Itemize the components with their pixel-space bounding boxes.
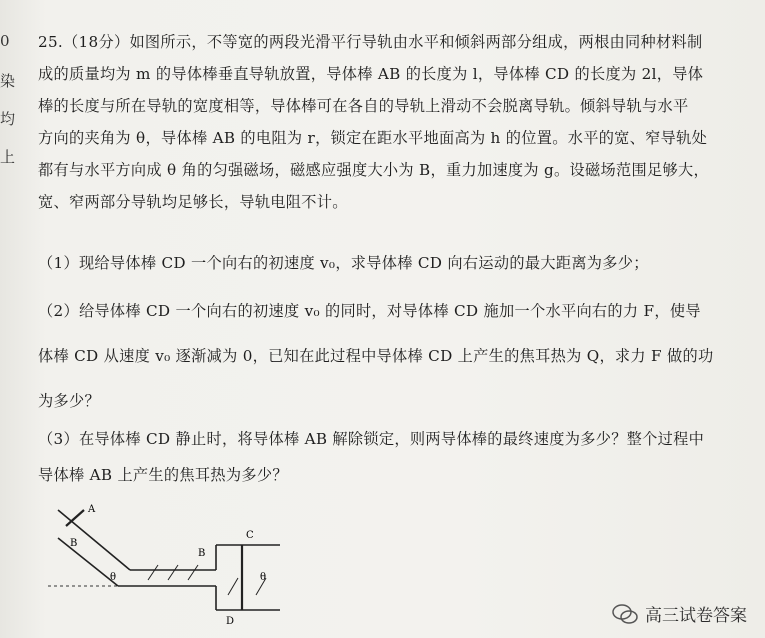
field-arrow bbox=[148, 565, 158, 580]
margin-char: 均 bbox=[0, 110, 16, 128]
question-3-line: 导体棒 AB 上产生的焦耳热为多少？ bbox=[38, 466, 288, 484]
wechat-icon bbox=[611, 603, 639, 625]
problem-line: 25.（18分）如图所示，不等宽的两段光滑平行导轨由水平和倾斜两部分组成，两根由同种材料制 bbox=[38, 33, 703, 51]
incline-rail-top bbox=[58, 510, 130, 570]
label-c: C bbox=[246, 530, 254, 541]
footer-text: 高三试卷答案 bbox=[645, 606, 747, 626]
field-arrow bbox=[228, 578, 238, 595]
label-theta: θ bbox=[110, 572, 117, 583]
question-3-line: （3）在导体棒 CD 静止时，将导体棒 AB 解除锁定，则两导体棒的最终速度为多少？整个过程中 bbox=[38, 430, 705, 448]
label-b2: B bbox=[198, 548, 206, 559]
incline-rail-bottom bbox=[58, 538, 118, 586]
question-2-line: 体棒 CD 从速度 v₀ 逐渐减为 0，已知在此过程中导体棒 CD 上产生的焦耳热为 Q，求力 F 做的功 bbox=[38, 347, 714, 365]
question-2-line: （2）给导体棒 CD 一个向右的初速度 v₀ 的同时，对导体棒 CD 施加一个水平向右的力 F，使导 bbox=[38, 302, 701, 320]
problem-line: 棒的长度与所在导轨的宽度相等，导体棒可在各自的导轨上滑动不会脱离导轨。倾斜导轨与水平 bbox=[38, 97, 689, 115]
margin-char: 染 bbox=[0, 72, 16, 90]
label-d: D bbox=[226, 616, 235, 627]
field-arrow bbox=[168, 565, 178, 580]
field-arrow bbox=[188, 565, 198, 580]
problem-line: 方向的夹角为 θ，导体棒 AB 的电阻为 r，锁定在距水平地面高为 h 的位置。水平的宽、窄导轨处 bbox=[38, 129, 708, 147]
left-margin-chars bbox=[0, 32, 14, 184]
footer-watermark bbox=[611, 601, 747, 626]
label-theta-2: θ bbox=[260, 572, 267, 583]
question-2-line: 为多少？ bbox=[38, 392, 100, 410]
problem-text bbox=[38, 26, 728, 218]
question-1: （1）现给导体棒 CD 一个向右的初速度 v₀，求导体棒 CD 向右运动的最大距离为多少； bbox=[38, 254, 649, 272]
problem-line: 都有与水平方向成 θ 角的匀强磁场，磁感应强度大小为 B，重力加速度为 g。设磁场范围足够大， bbox=[38, 161, 709, 179]
margin-char: 0 bbox=[0, 32, 10, 50]
label-a: A bbox=[88, 504, 96, 515]
label-b: B bbox=[70, 538, 78, 549]
problem-line: 成的质量均为 m 的导体棒垂直导轨放置，导体棒 AB 的长度为 l，导体棒 CD 的长度为 2l，导体 bbox=[38, 65, 704, 83]
margin-char: 上 bbox=[0, 148, 16, 166]
problem-line: 宽、窄两部分导轨均足够长，导轨电阻不计。 bbox=[38, 193, 348, 211]
rails-diagram bbox=[48, 500, 308, 630]
